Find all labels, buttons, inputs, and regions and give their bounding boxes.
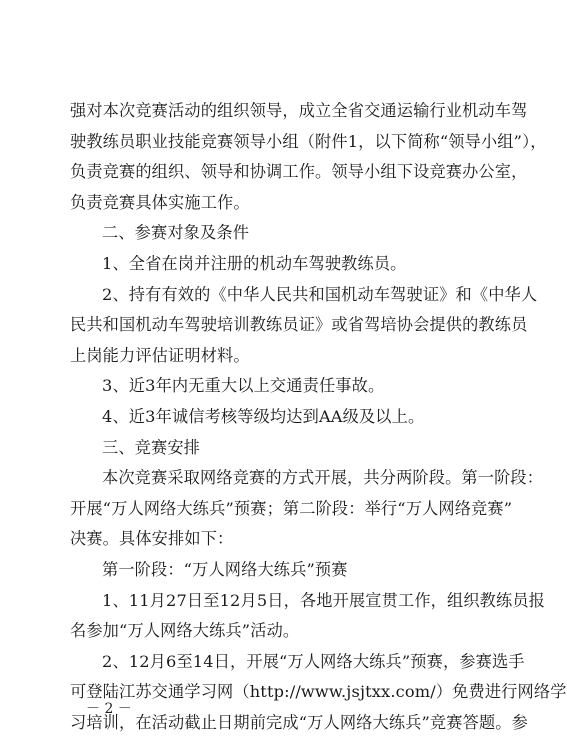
text-line: 开展“万人网络大练兵”预赛；第二阶段：举行“万人网络竞赛” (70, 498, 513, 518)
text-line: 强对本次竞赛活动的组织领导，成立全省交通运输行业机动车驾 (70, 101, 528, 120)
text-line: 民共和国机动车驾驶培训教练员证》或省驾培协会提供的教练员 (70, 315, 528, 335)
page-number: － 2 － (86, 701, 132, 717)
text-line: 负责竞赛的组织、领导和协调工作。领导小组下设竞赛办公室， (70, 162, 528, 182)
section-heading: 三、竞赛安排 (102, 437, 201, 457)
body-text (70, 96, 567, 738)
text-line: 2、持有有效的《中华人民共和国机动车驾驶证》和《中华人 (102, 284, 538, 304)
text-line: 1、11月27日至12月5日，各地开展宣贯工作，组织教练员报 (102, 590, 546, 610)
text-line: 习培训，在活动截止日期前完成“万人网络大练兵”竞赛答题。参 (70, 712, 528, 732)
text-line: 可登陆江苏交通学习网（http://www.jsjtxx.com/）免费进行网络学 (70, 682, 567, 702)
section-heading: 二、参赛对象及条件 (102, 223, 250, 243)
text-line: 驶教练员职业技能竞赛领导小组（附件1，以下简称“领导小组”）， (70, 131, 547, 151)
text-line: 3、近3年内无重大以上交通责任事故。 (102, 376, 385, 396)
subsection-heading: 第一阶段：“万人网络大练兵”预赛 (102, 559, 348, 579)
text-line: 4、近3年诚信考核等级均达到AA级及以上。 (102, 406, 425, 426)
text-line: 名参加“万人网络大练兵”活动。 (70, 621, 300, 641)
text-line: 决赛。具体安排如下： (70, 529, 234, 549)
text-line: 上岗能力评估证明材料。 (70, 345, 250, 365)
text-line: 本次竞赛采取网络竞赛的方式开展，共分两阶段。第一阶段： (102, 468, 544, 488)
text-line: 负责竞赛具体实施工作。 (70, 192, 250, 212)
text-line: 1、全省在岗并注册的机动车驾驶教练员。 (102, 253, 407, 273)
text-line: 2、12月6至14日，开展“万人网络大练兵”预赛，参赛选手 (102, 651, 525, 671)
